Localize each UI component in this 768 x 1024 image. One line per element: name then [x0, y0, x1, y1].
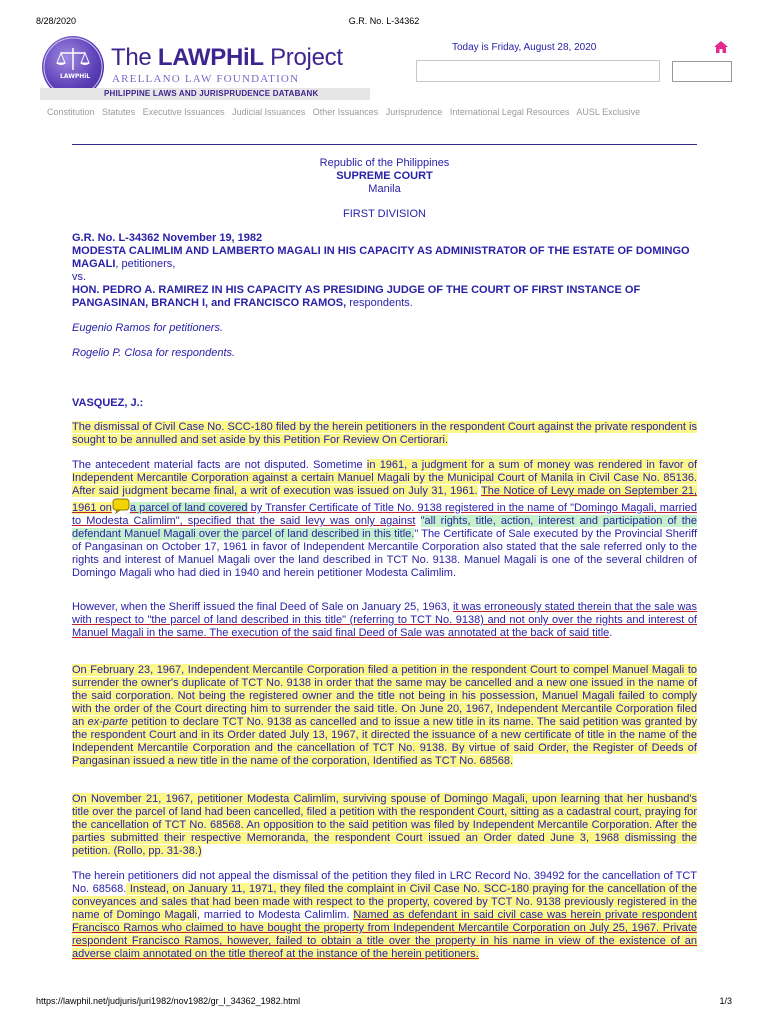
p2-g: " The Certificate of Sale executed by the Provincial Sheriff of Pangasinan on October 17, 1961 in favor of Independent Mercantile Corporation also stated that the sale referred only to the rights and interest of Manuel Magali over the land described in TCT No. 9138. Manuel Magali is one of the several children of Domingo Magali who had died in 1940 and herein petitioner Modesta Calimlim.	[72, 528, 697, 579]
court-city: Manila	[368, 183, 401, 195]
nav-constitution[interactable]: Constitution	[47, 107, 95, 117]
respondents-names: HON. PEDRO A. RAMIREZ IN HIS CAPACITY AS PRESIDING JUDGE OF THE COURT OF FIRST INSTANCE OF PANGASINAN, BRANCH I, and FRANCISCO RAMOS,	[72, 284, 641, 309]
p4-c: petition to declare TCT No. 9138 as cancelled and to issue a new title in its name. The said petition was granted by the respondent Court and in its Order dated July 13, 1967, it directed the issuance of a new certificate of title in the name of the Independent Mercantile Corporation and the cancellation of TCT No. 9138. By virtue of said Order, the Register of Deeds of Pangasinan issued a new title in the name of the corporation, Identified as TCT No. 68568.	[72, 716, 698, 767]
site-brand[interactable]	[111, 44, 343, 72]
paragraph-5	[72, 793, 697, 858]
p2-c: The Notice of Levy made on September 21, 1961 on	[72, 485, 698, 514]
p3-c: .	[609, 627, 613, 639]
division: FIRST DIVISION	[343, 208, 426, 220]
search-button[interactable]	[672, 61, 732, 82]
ponente: VASQUEZ, J.:	[72, 397, 144, 409]
p4-a: On February 23, 1967, Independent Mercantile Corporation filed a petition in the respondent Court to compel Manuel Magali to surrender the owner's duplicate of TCT No. 9138 in order that the same may be cancelled and a new one issued in the name of the said corporation. Not being the registered owner and the title not being in his possession, Manuel Magali failed to comply with the order of the Court directing him to surrender the said title. On June 20, 1967, Independent Mercantile Corporation filed an	[72, 664, 697, 728]
main-nav	[47, 107, 645, 117]
counsel-respondents: Rogelio P. Closa for respondents.	[72, 347, 236, 359]
logo-wordmark: LAWPHiL	[60, 73, 91, 80]
counsel-petitioners: Eugenio Ramos for petitioners.	[72, 322, 224, 334]
nav-judicial-issuances[interactable]: Judicial Issuances	[232, 107, 306, 117]
p2-d: a parcel of land covered	[129, 502, 248, 514]
p6-c: , married to Modesta Calimlim.	[196, 909, 354, 921]
home-icon[interactable]	[714, 41, 728, 53]
print-date: 8/28/2020	[36, 16, 77, 26]
p1-text: The dismissal of Civil Case No. SCC-180 filed by the herein petitioners in the respondent Court against the private respondent is sought to be annulled and set aside by this Petition For Review On Certiorari.	[72, 421, 697, 446]
nav-executive-issuances[interactable]: Executive Issuances	[142, 107, 225, 117]
p4-b: ex-parte	[87, 716, 128, 728]
p6-a: The herein petitioners did not appeal the dismissal of the petition they filed in LRC Record No. 39492 for the cancellation of TCT No. 68568.	[72, 870, 697, 895]
p5-text: On November 21, 1967, petitioner Modesta Calimlim, surviving spouse of Domingo Magali, upon learning that her husband's title over the parcel of land had been cancelled, filed a petition with the respondent Court, sitting as a cadastral court, praying for the cancellation of TCT No. 68568. An opposition to the said petition was filed by Independent Mercantile Corporation. After the parties submitted their respective Memoranda, the respondent Court issued an Order dated June 3, 1968 dismissing the petition. (Rollo, pp. 31-38.)	[72, 793, 697, 857]
print-url: https://lawphil.net/judjuris/juri1982/nov1982/gr_l_34362_1982.html	[36, 996, 301, 1006]
nav-ausl-exclusive[interactable]: AUSL Exclusive	[576, 107, 641, 117]
p3-a: However, when the Sheriff issued the final Deed of Sale on January 25, 1963,	[72, 601, 453, 613]
print-page: 1/3	[719, 996, 732, 1006]
brand-name: LAWPHiL	[157, 44, 264, 71]
p2-b: in 1961, a judgment for a sum of money was rendered in favor of Independent Mercantile Corporation against a certain Manuel Magali by the Municipal Court of Manila in Civil Case No. 85136. After said judgment became final, a writ of execution was issued on July 31, 1961.	[72, 459, 697, 497]
nav-jurisprudence[interactable]: Jurisprudence	[385, 107, 443, 117]
paragraph-1	[72, 421, 697, 447]
nav-other-issuances[interactable]: Other Issuances	[312, 107, 379, 117]
nav-statutes[interactable]: Statutes	[102, 107, 136, 117]
p6-b: Instead, on January 11, 1971, they filed the complaint in Civil Case No. SCC-180 praying for the cancellation of the conveyances and sales that had been made with respect to the property, covered by TCT No. 9138 previously registered in the name of Domingo Magali	[72, 883, 697, 921]
databank-tagline: PHILIPPINE LAWS AND JURISPRUDENCE DATABANK	[104, 89, 319, 98]
case-caption	[72, 232, 697, 310]
p2-e: by Transfer Certificate of Title No. 9138 registered in the name of "Domingo Magali, married to Modesta Calimlim", specified that the said levy was only against	[72, 502, 698, 527]
paragraph-2	[72, 459, 697, 580]
paragraph-6	[72, 870, 697, 961]
court-name: SUPREME COURT	[336, 170, 433, 182]
nav-international-legal-resources[interactable]: International Legal Resources	[449, 107, 570, 117]
petitioners-label: , petitioners,	[115, 258, 176, 270]
comment-icon[interactable]	[112, 498, 130, 514]
paragraph-3	[72, 601, 697, 640]
p6-d: Named as defendant in said civil case was herein private respondent Francisco Ramos who claimed to have bought the property from Independent Mercantile Corporation on July 25, 1967. Private respondent Francisco Ramos, however, failed to obtain a title over the property in his name in view of the existence of an adverse claim annotated on the title thereof at the instance of the herein petitioners.	[72, 909, 697, 960]
header-divider	[72, 144, 697, 145]
today-date: Today is Friday, August 28, 2020	[452, 42, 597, 53]
petitioners-names: MODESTA CALIMLIM AND LAMBERTO MAGALI IN HIS CAPACITY AS ADMINISTRATOR OF THE ESTATE OF DOMINGO MAGALI	[72, 245, 690, 270]
respondents-label: respondents.	[346, 297, 413, 309]
paragraph-4	[72, 664, 697, 768]
republic-line: Republic of the Philippines	[319, 157, 450, 169]
case-number: G.R. No. L-34362 November 19, 1982	[72, 232, 263, 244]
print-title: G.R. No. L-34362	[348, 16, 420, 26]
search-input[interactable]	[416, 60, 660, 82]
foundation-name: ARELLANO LAW FOUNDATION	[112, 73, 300, 85]
p3-b: it was erroneously stated therein that the sale was with respect to "the parcel of land described in this title" (referring to TCT No. 9138) and not only over the rights and interest of Manuel Magali in the same. The execution of the said final Deed of Sale was annotated at the back of said title	[72, 601, 697, 639]
brand-suffix: Project	[263, 44, 343, 71]
p2-f: "all rights, title, action, interest and participation of the defendant Manuel Magali over the parcel of land described in this title.	[72, 515, 698, 540]
brand-prefix: The	[111, 44, 158, 71]
p2-a: The antecedent material facts are not disputed. Sometime	[72, 459, 367, 471]
versus: vs.	[72, 271, 87, 283]
